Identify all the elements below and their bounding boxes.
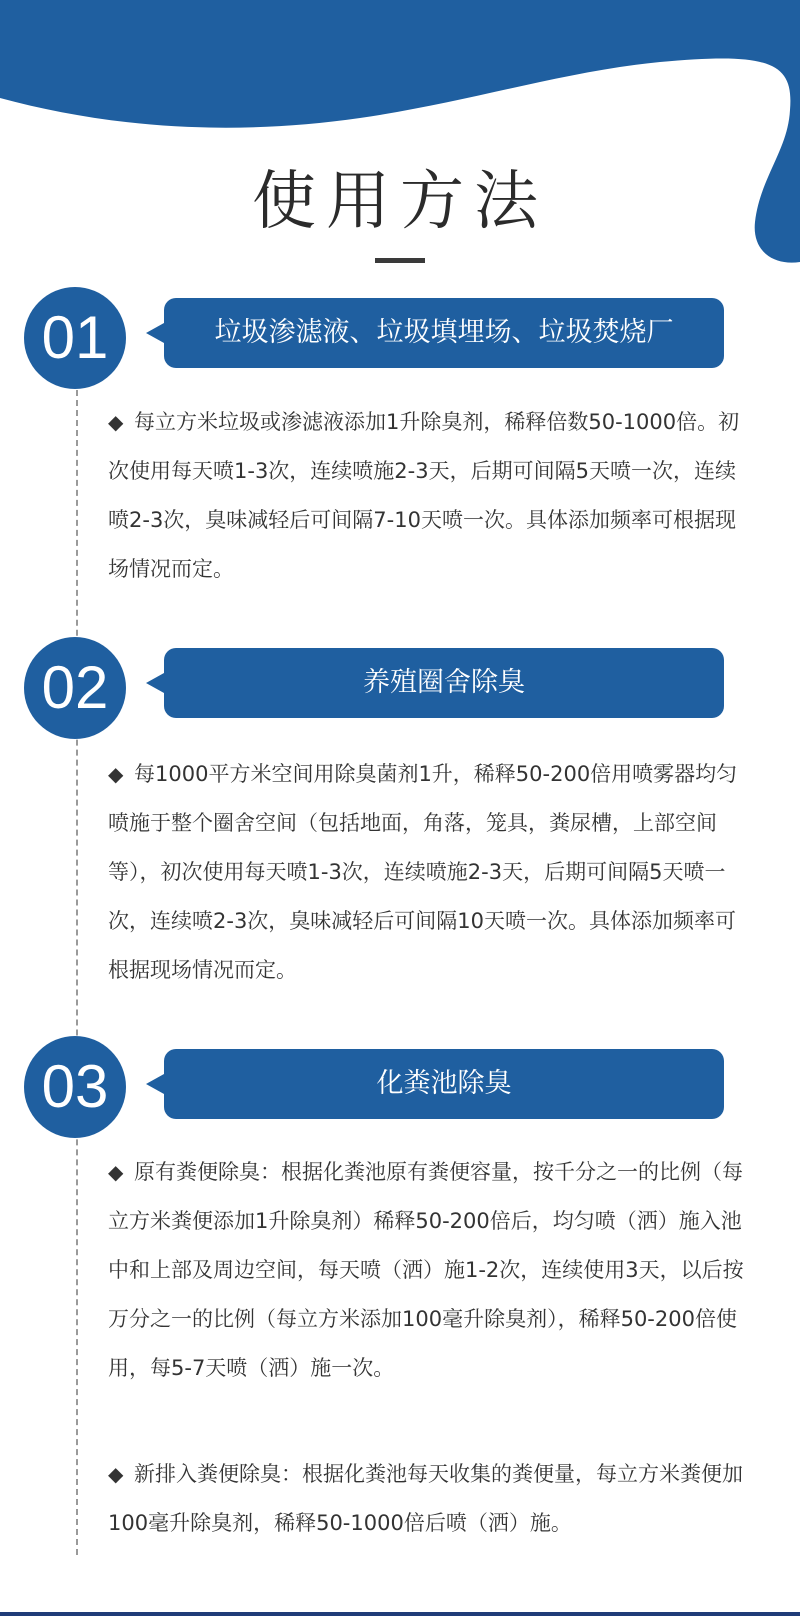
- list-item: [108, 750, 748, 995]
- timeline-dashed-line: [76, 370, 78, 1555]
- step-number-badge: 02: [24, 637, 126, 739]
- section-heading: 化粪池除臭: [164, 1049, 724, 1119]
- list-item: [108, 1148, 748, 1393]
- bullet-text: 新排入粪便除臭：根据化粪池每天收集的粪便量，每立方米粪便加100毫升除臭剂，稀释50-1000倍后喷（洒）施。: [108, 1462, 743, 1535]
- bullet-text: 每立方米垃圾或渗滤液添加1升除臭剂，稀释倍数50-1000倍。初次使用每天喷1-3次，连续喷施2-3天，后期可间隔5天喷一次，连续喷2-3次，臭味减轻后可间隔7-10天喷一次。具体添加频率可根据现场情况而定。: [108, 410, 740, 581]
- section-heading: 养殖圈舍除臭: [164, 648, 724, 718]
- diamond-bullet-icon: ◆: [108, 762, 124, 786]
- diamond-bullet-icon: ◆: [108, 410, 124, 434]
- page-title: 使用方法: [252, 165, 548, 239]
- diamond-bullet-icon: ◆: [108, 1462, 124, 1486]
- bottom-border: [0, 1612, 800, 1616]
- list-item: [108, 398, 748, 594]
- list-item: [108, 1450, 748, 1548]
- step-number-badge: 03: [24, 1036, 126, 1138]
- step-number-badge: 01: [24, 287, 126, 389]
- diamond-bullet-icon: ◆: [108, 1160, 124, 1184]
- bullet-text: 每1000平方米空间用除臭菌剂1升，稀释50-200倍用喷雾器均匀喷施于整个圈舍空间（包括地面，角落，笼具，粪尿槽，上部空间等），初次使用每天喷1-3次，连续喷施2-3天，后期可间隔5天喷一次，连续喷2-3次，臭味减轻后可间隔10天喷一次。具体添加频率可根据现场情况而定。: [108, 762, 738, 982]
- section-heading: 垃圾渗滤液、垃圾填埋场、垃圾焚烧厂: [164, 298, 724, 368]
- bullet-text: 原有粪便除臭：根据化粪池原有粪便容量，按千分之一的比例（每立方米粪便添加1升除臭剂）稀释50-200倍后，均匀喷（洒）施入池中和上部及周边空间，每天喷（洒）施1-2次，连续使用3天，以后按万分之一的比例（每立方米添加100毫升除臭剂），稀释50-200倍使用，每5-7天喷（洒）施一次。: [108, 1160, 744, 1380]
- title-underline: [375, 258, 425, 263]
